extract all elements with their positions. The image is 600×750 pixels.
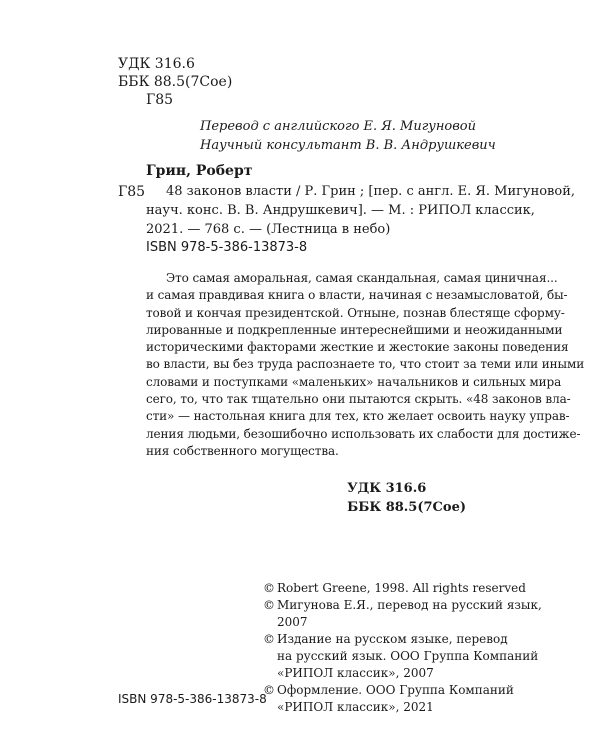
annotation	[146, 270, 585, 460]
annotation-line: во власти, вы без труда распознаете то, что стоит за теми или иными	[146, 357, 585, 372]
copyright-line: на русский язык. ООО Группа Компаний	[277, 649, 539, 663]
bibliographic-record	[146, 182, 575, 239]
classification-bottom	[347, 479, 466, 517]
copyright-line: «РИПОЛ классик», 2007	[277, 666, 434, 680]
annotation-line: товой и кончая президентской. Отныне, познав блестяще сформу-	[146, 305, 565, 320]
bbk-code-bottom: ББК 88.5(7Сое)	[347, 500, 466, 515]
annotation-line: Это самая аморальная, самая скандальная, самая циничная...	[166, 271, 558, 285]
copyright-entry	[263, 682, 542, 716]
biblio-line: 48 законов власти / Р. Грин ; [пер. с англ. Е. Я. Мигуновой,	[166, 184, 575, 199]
classification-block	[118, 55, 232, 109]
copyright-entry	[263, 597, 542, 631]
credits	[200, 117, 496, 155]
annotation-line: ления людьми, безошибочно использовать их слабости для достиже-	[146, 426, 581, 441]
copyright-line: 2007	[277, 615, 308, 629]
copyright-symbol: ©	[263, 598, 275, 612]
copyright-line: Robert Greene, 1998. All rights reserved	[277, 581, 526, 595]
udk-code: УДК 316.6	[118, 56, 195, 72]
copyright-entry	[263, 580, 542, 597]
isbn-main: ISBN 978-5-386-13873-8	[146, 240, 308, 255]
copyright-entry	[263, 631, 542, 682]
consultant-credit: Научный консультант В. В. Андрушкевич	[200, 138, 496, 153]
biblio-line: 2021. — 768 с. — (Лестница в небо)	[146, 222, 391, 237]
copyright-symbol: ©	[263, 581, 275, 595]
copyright-line: Мигунова Е.Я., перевод на русский язык,	[277, 598, 542, 612]
copyright-block	[263, 580, 542, 716]
annotation-line: и самая правдивая книга о власти, начиная с незамысловатой, бы-	[146, 288, 568, 303]
author-mark: Г85	[146, 92, 174, 108]
annotation-line: лированные и подкрепленные интереснейшими и неожиданными	[146, 322, 563, 337]
annotation-line: сего, то, что так тщательно они пытаются скрыть. «48 законов вла-	[146, 392, 571, 407]
annotation-line: ния собственного могущества.	[146, 443, 339, 458]
bbk-code: ББК 88.5(7Сое)	[118, 74, 233, 90]
copyright-symbol: ©	[263, 632, 275, 646]
copyright-symbol: ©	[263, 683, 275, 697]
isbn-bottom: ISBN 978-5-386-13873-8	[118, 692, 267, 706]
annotation-line: сти» — настольная книга для тех, кто желает освоить науку управ-	[146, 409, 570, 424]
annotation-line: словами и поступками «маленьких» начальников и сильных мира	[146, 374, 562, 389]
udk-code-bottom: УДК 316.6	[347, 481, 427, 496]
copyright-line: Оформление. ООО Группа Компаний	[277, 683, 514, 697]
translator-credit: Перевод с английского Е. Я. Мигуновой	[200, 119, 476, 134]
copyright-line: «РИПОЛ классик», 2021	[277, 700, 434, 714]
author-heading: Грин, Роберт	[146, 163, 253, 179]
copyright-line: Издание на русском языке, перевод	[277, 632, 508, 646]
author-mark-left: Г85	[118, 184, 146, 200]
annotation-line: историческими факторами жесткие и жестокие законы поведения	[146, 340, 569, 355]
biblio-line: науч. конс. В. В. Андрушкевич]. — М. : РИПОЛ классик,	[146, 203, 535, 218]
